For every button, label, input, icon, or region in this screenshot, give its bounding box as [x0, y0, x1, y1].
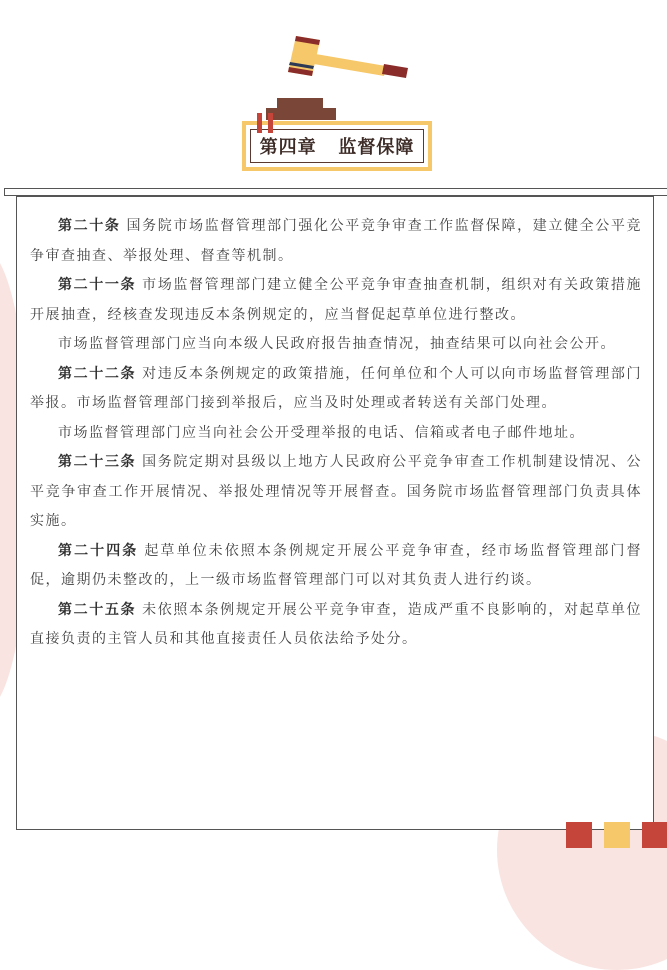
paragraph-text: 起草单位未依照本条例规定开展公平竞争审查，经市场监督管理部门督促，逾期仍未整改的，上一级市场监督管理部门可以对其负责人进行约谈。 — [30, 542, 643, 588]
decor-square-red — [566, 822, 592, 848]
paragraph-text: 未依照本条例规定开展公平竞争审查，造成严重不良影响的，对起草单位直接负责的主管人员和其他直接责任人员依法给予处分。 — [30, 601, 642, 647]
chapter-title-inner — [250, 129, 424, 163]
paragraph-text: 市场监督管理部门建立健全公平竞争审查抽查机制，组织对有关政策措施开展抽查，经核查发现违反本条例规定的，应当督促起草单位进行整改。 — [30, 277, 642, 323]
paragraph-text: 对违反本条例规定的政策措施，任何单位和个人可以向市场监督管理部门举报。市场监督管理部门接到举报后，应当及时处理或者转送有关部门处理。 — [30, 365, 642, 411]
paragraph — [30, 596, 642, 655]
header-bar — [4, 188, 667, 196]
article-number: 第二十条 — [58, 218, 121, 234]
paragraph — [30, 271, 642, 330]
chapter-title: 第四章 监督保障 — [259, 137, 415, 158]
clip-left — [257, 113, 262, 133]
paragraph-text: 国务院市场监督管理部门强化公平竞争审查工作监督保障，建立健全公平竞争审查抽查、举报处理、督查等机制。 — [30, 218, 642, 264]
paragraph — [30, 537, 642, 596]
paragraph-text: 国务院定期对县级以上地方人民政府公平竞争审查工作机制建设情况、公平竞争审查工作开展情况、举报处理情况等开展督查。国务院市场监督管理部门负责具体实施。 — [30, 454, 642, 529]
decor-square-yellow — [604, 822, 630, 848]
article-list — [30, 212, 642, 655]
gavel-icon — [286, 32, 416, 80]
paragraph — [30, 419, 642, 449]
article-number: 第二十二条 — [58, 365, 137, 382]
paragraph — [30, 360, 642, 419]
paragraph — [30, 212, 642, 271]
clip-right — [268, 113, 273, 133]
paragraph — [30, 330, 642, 360]
article-number: 第二十四条 — [58, 542, 139, 559]
article-number: 第二十五条 — [58, 601, 137, 618]
article-number: 第二十三条 — [58, 454, 137, 470]
decor-square-red — [642, 822, 667, 848]
sound-block-icon — [266, 108, 336, 120]
paragraph — [30, 448, 642, 537]
paragraph-text: 市场监督管理部门应当向社会公开受理举报的电话、信箱或者电子邮件地址。 — [58, 424, 585, 441]
paragraph-text: 市场监督管理部门应当向本级人民政府报告抽查情况，抽查结果可以向社会公开。 — [58, 336, 616, 352]
article-number: 第二十一条 — [58, 277, 137, 293]
